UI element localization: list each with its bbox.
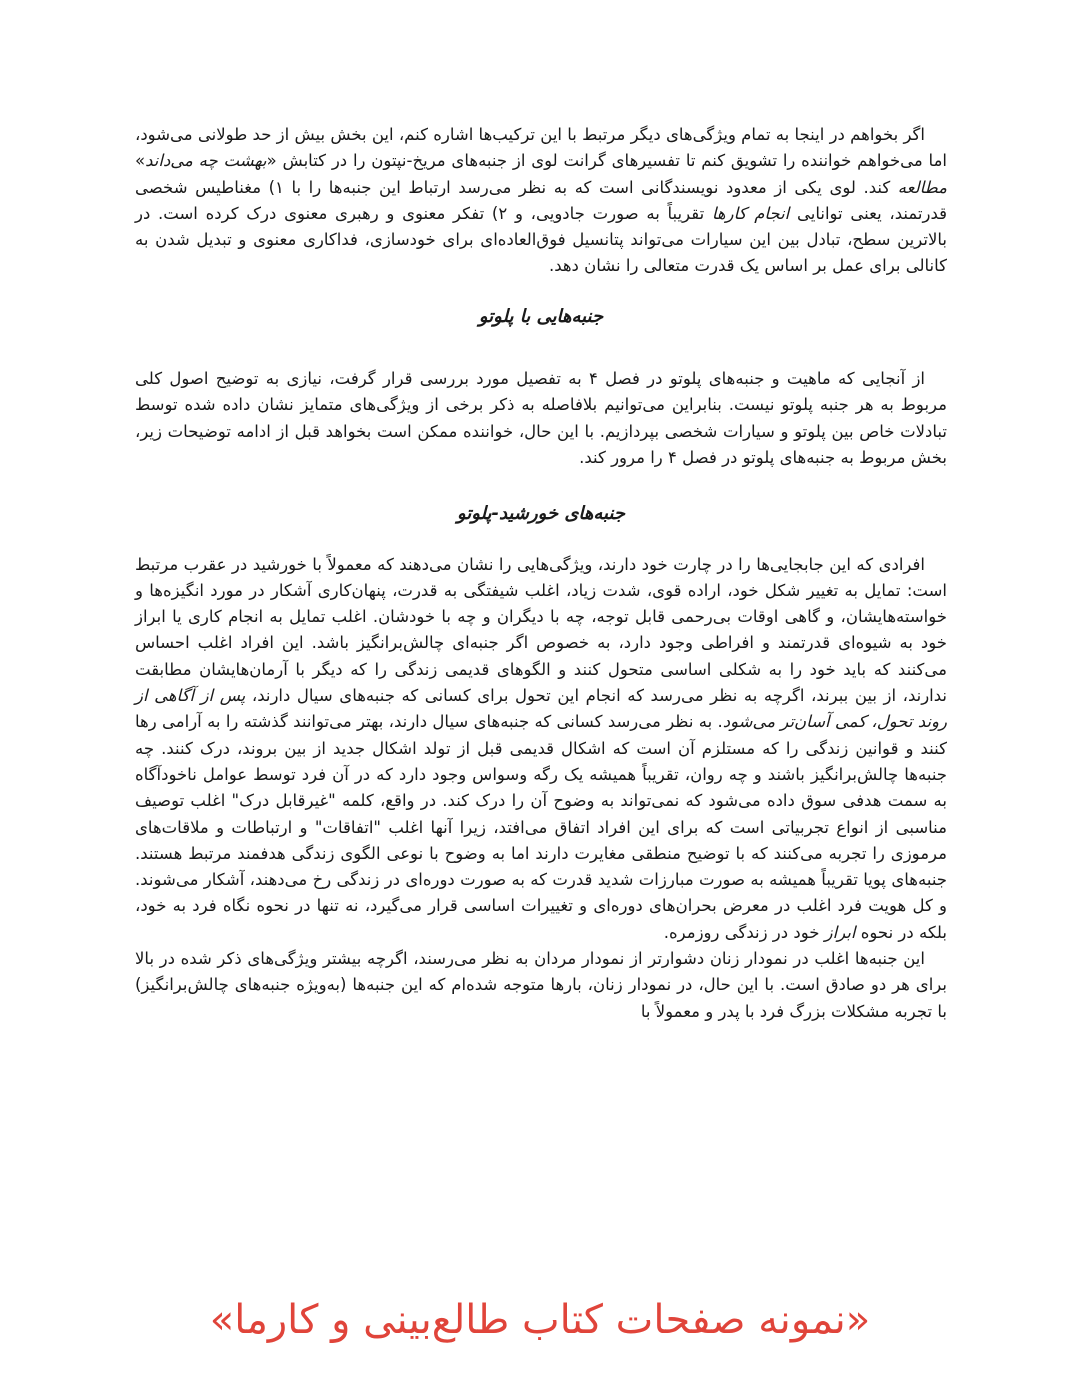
paragraph-text: خود در زندگی روزمره. xyxy=(663,922,825,942)
paragraph-text: » xyxy=(135,151,146,171)
paragraph-women-charts: این جنبه‌ها اغلب در نمودار زنان دشوارتر از نمودار مردان به نظر می‌رسند، اگرچه بیشتر ویژگی‌های ذکر شده در بالا برای هر دو صادق است. با این حال، در نمودار زنان، بارها متوجه شده‌ام که این جنبه‌ها (به‌ویژه جنبه‌های چالش‌برانگیز) با تجربه مشکلات بزرگ فرد با پدر و معمولاً با xyxy=(135,949,947,1021)
paragraph-sun-pluto xyxy=(135,552,947,946)
paragraph-text: . به نظر می‌رسد کسانی که جنبه‌های سیال دارند، بهتر می‌توانند گذشته را به آرامی رها کنند و قوانین زندگی را که مستلزم آن است که اشکال قدیمی قبل از تولد اشکال جدید از بین بروند، درک کنند. چه جنبه‌ها چالش‌برانگیز باشند و چه روان، تقریباً همیشه یک رگه وسواس وجود دارد که در آن فرد توسط عوامل ناخودآگاه به سمت هدفی سوق داده می‌شود که نمی‌تواند به وضوح آن را درک کند. در واقع، کلمه "غیرقابل درک" اغلب توصیف مناسبی از انواع تجربیاتی است که برای این افراد اتفاق می‌افتد، زیرا آنها اغلب "اتفاقات" و ارتباطات و ملاقات‌های مرموزی را تجربه می‌کنند که با توضیح منطقی مغایرت دارند اما به وضوح با نوعی الگوی زندگی هدفمند مرتبط هستند. جنبه‌های پویا تقریباً همیشه به صورت مبارزات شدید قدرت که به صورت دوره‌ای در زندگی رخ می‌دهند، آشکار می‌شوند. و کل هویت فرد اغلب در معرض بحران‌های دوره‌ای و تغییرات اساسی قرار می‌گیرد، نه تنها در نحوه نگاه فرد به خود، بلکه در نحوه xyxy=(135,712,947,942)
emphasis-text: انجام کارها xyxy=(711,203,790,223)
section-heading-pluto-aspects: جنبه‌هایی با پلوتو xyxy=(478,305,604,327)
emphasis-text: پس از آگاهی از روند تحول، کمی آسان‌تر می‌شود xyxy=(135,686,947,732)
paragraph-pluto-intro: از آنجایی که ماهیت و جنبه‌های پلوتو در فصل ۴ به تفصیل مورد بررسی قرار گرفت، نیازی به توضیح اصول کلی مربوط به هر جنبه پلوتو نیست. بنابراین می‌توانیم بلافاصله به ذکر برخی از ویژگی‌های متمایز نشان داده شده توسط تبادلات خاص بین پلوتو و سیارات شخصی بپردازیم. با این حال، خواننده ممکن است بخواهد قبل از ادامه توضیحات زیر، بخش مربوط به جنبه‌های پلوتو در فصل ۴ را مرور کند. xyxy=(135,369,947,467)
emphasis-text: ابراز xyxy=(824,922,856,942)
paragraph-text: کند. لوی یکی از معدود نویسندگانی است که به نظر می‌رسد ارتباط این جنبه‌ها را با ۱) مغناطیس شخصی قدرتمند، یعنی توانایی xyxy=(135,177,947,223)
footer-caption: «نمونه صفحات کتاب طالع‌بینی و کارما» xyxy=(209,1297,871,1343)
emphasis-text: مطالعه xyxy=(897,177,947,197)
book-title: بهشت چه می‌داند xyxy=(145,151,267,171)
section-heading-sun-pluto: جنبه‌های خورشید-پلوتو xyxy=(456,503,626,525)
book-page xyxy=(135,122,947,1025)
paragraph-text: افرادی که این جابجایی‌ها را در چارت خود دارند، ویژگی‌هایی را نشان می‌دهند که معمولاً با خورشید در عقرب مرتبط است: تمایل به تغییر شکل خود، اراده قوی، شدت زیاد، اغلب شیفتگی به قدرت، پنهان‌کاری آشکار در مورد انگیزه‌ها و خواسته‌هایشان، و گاهی اوقات بی‌رحمی قابل توجه، چه با دیگران و چه با خودشان. اغلب تمایل به انجام کاری یا ابراز خود به شیوه‌ای قدرتمند و افراطی وجود دارد، به خصوص اگر جنبه‌ای چالش‌برانگیز باشد. این افراد اغلب احساس می‌کنند که باید خود را به شکلی اساسی متحول کنند و الگوهای قدیمی زندگی را که دیگر با آرمان‌هایشان مطابقت ندارند، از بین ببرند، اگرچه به نظر می‌رسد که انجام این تحول برای کسانی که جنبه‌های سیال دارند، xyxy=(135,554,947,706)
paragraph-text: اگر بخواهم در اینجا به تمام ویژگی‌های دیگر مرتبط با این ترکیب‌ها اشاره کنم، این بخش بیش از حد طولانی می‌شود، اما می‌خواهم خواننده را تشویق کنم تا تفسیرهای گرانت لوی از جنبه‌های مریخ-نپتون را در کتابش « xyxy=(135,125,947,171)
paragraph-mars-neptune xyxy=(135,122,947,280)
paragraph-text: تقریباً به صورت جادویی، و ۲) تفکر معنوی و رهبری معنوی درک کرده است. در بالاترین سطح، تبادل بین این سیارات می‌تواند پتانسیل فوق‌العاده‌ای برای خودسازی، فداکاری معنوی و تبدیل شدن به کانالی برای عمل بر اساس یک قدرت متعالی را نشان دهد. xyxy=(135,203,947,276)
